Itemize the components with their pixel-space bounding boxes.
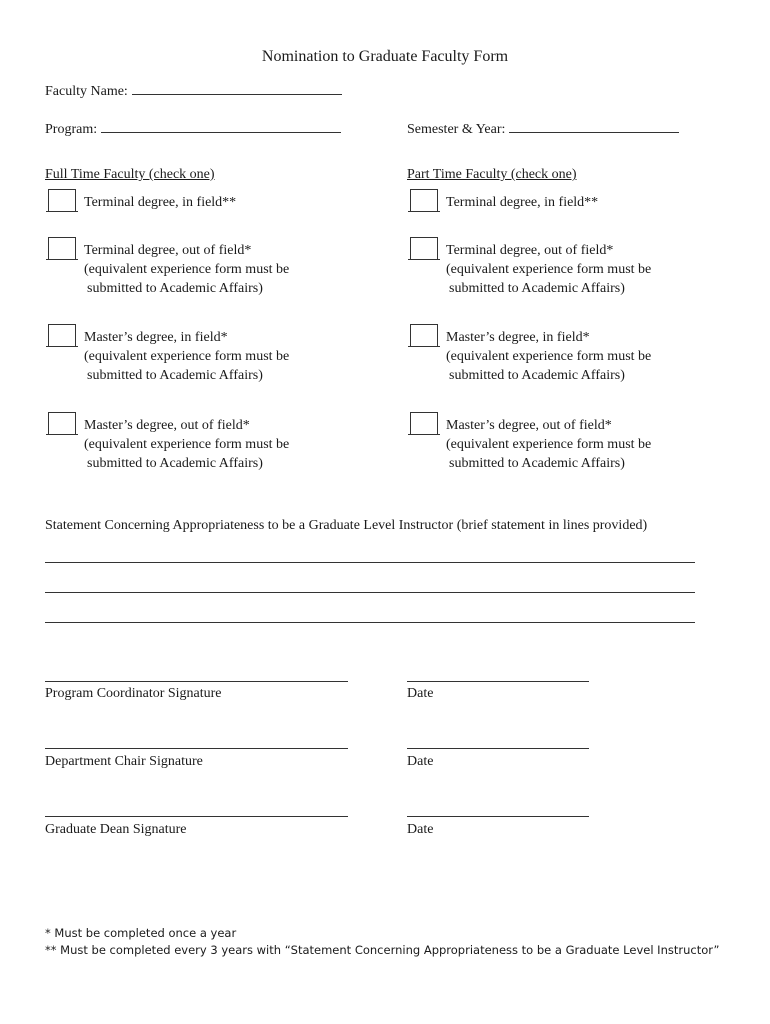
full-time-heading: Full Time Faculty (check one) xyxy=(45,167,215,182)
part-time-option-masters-in-field[interactable]: Master’s degree, in field* (equivalent experience form must be submitted to Academic Affairs) xyxy=(410,324,651,385)
graduate-dean-signature-label: Graduate Dean Signature xyxy=(45,822,187,837)
program-coordinator-date-line[interactable] xyxy=(407,681,589,682)
footnote-single-asterisk: * Must be completed once a year xyxy=(45,926,237,940)
graduate-dean-date-label: Date xyxy=(407,822,434,837)
checkbox[interactable] xyxy=(410,324,438,347)
department-chair-date-label: Date xyxy=(407,754,434,769)
part-time-heading: Part Time Faculty (check one) xyxy=(407,167,577,182)
full-time-option-masters-out-of-field[interactable]: Master’s degree, out of field* (equivalent experience form must be submitted to Academic Affairs) xyxy=(48,412,289,473)
program-label: Program: xyxy=(45,122,98,137)
program-coordinator-signature-label: Program Coordinator Signature xyxy=(45,686,222,701)
graduate-dean-date-line[interactable] xyxy=(407,816,589,817)
statement-line[interactable] xyxy=(45,622,695,623)
form-title: Nomination to Graduate Faculty Form xyxy=(261,48,509,65)
graduate-dean-signature-line[interactable] xyxy=(45,816,348,817)
semester-year-row xyxy=(407,118,679,138)
faculty-name-row xyxy=(45,80,342,100)
checkbox[interactable] xyxy=(48,412,76,435)
checkbox[interactable] xyxy=(410,189,438,212)
part-time-option-terminal-out-of-field[interactable]: Terminal degree, out of field* (equivalent experience form must be submitted to Academic Affairs) xyxy=(410,237,651,298)
checkbox[interactable] xyxy=(410,412,438,435)
part-time-option-masters-out-of-field[interactable]: Master’s degree, out of field* (equivalent experience form must be submitted to Academic Affairs) xyxy=(410,412,651,473)
department-chair-signature-label: Department Chair Signature xyxy=(45,754,203,769)
checkbox[interactable] xyxy=(48,189,76,212)
full-time-option-terminal-in-field[interactable]: Terminal degree, in field** xyxy=(48,189,236,212)
department-chair-date-line[interactable] xyxy=(407,748,589,749)
faculty-name-label: Faculty Name: xyxy=(45,84,128,99)
statement-line[interactable] xyxy=(45,562,695,563)
part-time-option-terminal-in-field[interactable]: Terminal degree, in field** xyxy=(410,189,598,212)
department-chair-signature-line[interactable] xyxy=(45,748,348,749)
semester-year-field[interactable] xyxy=(509,118,679,133)
statement-heading: Statement Concerning Appropriateness to be a Graduate Level Instructor (brief statement in lines provided) xyxy=(45,518,648,533)
semester-year-label: Semester & Year: xyxy=(407,122,506,137)
checkbox[interactable] xyxy=(48,237,76,260)
checkbox[interactable] xyxy=(410,237,438,260)
program-coordinator-signature-line[interactable] xyxy=(45,681,348,682)
statement-line[interactable] xyxy=(45,592,695,593)
footnote-double-asterisk: ** Must be completed every 3 years with “Statement Concerning Appropriateness to be a Graduate Level Instructor” xyxy=(45,943,720,957)
full-time-option-masters-in-field[interactable]: Master’s degree, in field* (equivalent experience form must be submitted to Academic Affairs) xyxy=(48,324,289,385)
checkbox[interactable] xyxy=(48,324,76,347)
full-time-option-terminal-out-of-field[interactable]: Terminal degree, out of field* (equivalent experience form must be submitted to Academic Affairs) xyxy=(48,237,289,298)
program-row xyxy=(45,118,341,138)
program-field[interactable] xyxy=(101,118,341,133)
program-coordinator-date-label: Date xyxy=(407,686,434,701)
faculty-name-field[interactable] xyxy=(132,80,342,95)
